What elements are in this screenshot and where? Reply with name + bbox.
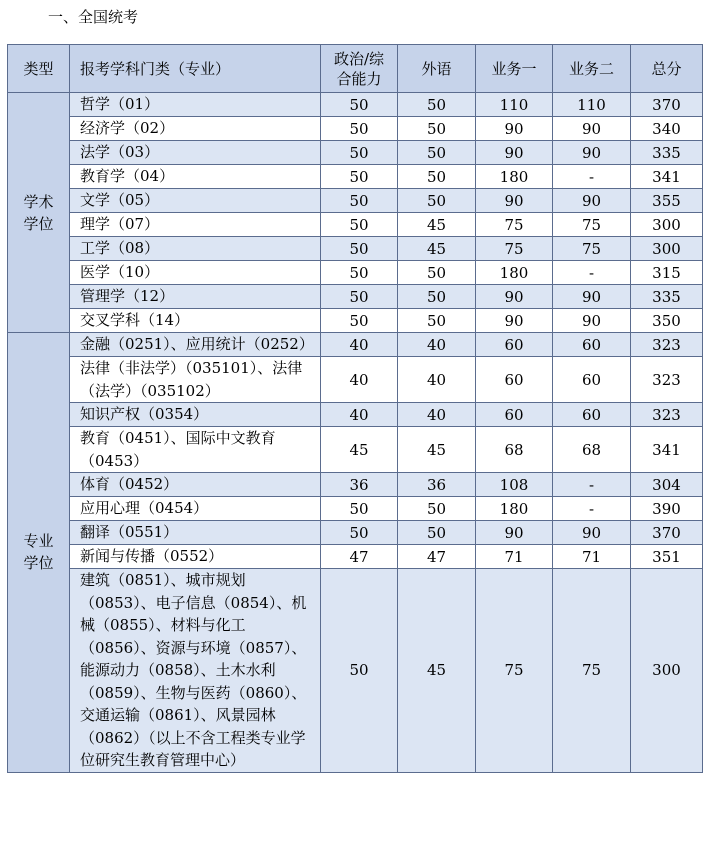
politics-cell: 50 — [321, 569, 398, 773]
course2-cell: 90 — [553, 285, 631, 309]
course1-cell: 90 — [476, 141, 553, 165]
subject-cell: 知识产权（0354） — [70, 403, 321, 427]
subject-cell: 建筑（0851）、城市规划（0853）、电子信息（0854）、机械（0855）、材料与化工（0856）、资源与环境（0857）、能源动力（0858）、土木水利（0859）、生物与医药（0860）、交通运输（0861）、风景园林（0862）（以上不含工程类专业学位研究生教育管理中心） — [70, 569, 321, 773]
course2-cell: - — [553, 497, 631, 521]
politics-cell: 50 — [321, 521, 398, 545]
header-politics-line1: 政治/综 — [333, 49, 385, 68]
subject-cell: 法学（03） — [70, 141, 321, 165]
foreign-cell: 36 — [398, 473, 476, 497]
foreign-cell: 50 — [398, 141, 476, 165]
foreign-cell: 50 — [398, 261, 476, 285]
course1-cell: 60 — [476, 403, 553, 427]
course1-cell: 75 — [476, 569, 553, 773]
total-cell: 323 — [631, 357, 703, 403]
politics-cell: 36 — [321, 473, 398, 497]
foreign-cell: 45 — [398, 569, 476, 773]
foreign-cell: 50 — [398, 497, 476, 521]
course2-cell: 90 — [553, 309, 631, 333]
foreign-cell: 50 — [398, 521, 476, 545]
header-subject: 报考学科门类（专业） — [70, 45, 321, 93]
politics-cell: 47 — [321, 545, 398, 569]
section-title: 一、全国统考 — [48, 8, 139, 26]
course1-cell: 110 — [476, 93, 553, 117]
politics-cell: 50 — [321, 189, 398, 213]
table-row — [8, 165, 703, 189]
foreign-cell: 50 — [398, 165, 476, 189]
table-row — [8, 521, 703, 545]
politics-cell: 50 — [321, 117, 398, 141]
course2-cell: 90 — [553, 117, 631, 141]
foreign-cell: 40 — [398, 403, 476, 427]
course1-cell: 108 — [476, 473, 553, 497]
course2-cell: 75 — [553, 213, 631, 237]
header-politics-line2: 合能力 — [336, 69, 382, 88]
table-row — [8, 117, 703, 141]
course1-cell: 71 — [476, 545, 553, 569]
foreign-cell: 40 — [398, 357, 476, 403]
foreign-cell: 50 — [398, 309, 476, 333]
score-table — [7, 44, 703, 773]
total-cell: 304 — [631, 473, 703, 497]
politics-cell: 50 — [321, 237, 398, 261]
subject-cell: 应用心理（0454） — [70, 497, 321, 521]
table-row — [8, 403, 703, 427]
total-cell: 341 — [631, 427, 703, 473]
foreign-cell: 47 — [398, 545, 476, 569]
foreign-cell: 50 — [398, 285, 476, 309]
table-row — [8, 213, 703, 237]
table-row — [8, 333, 703, 357]
course2-cell: 60 — [553, 357, 631, 403]
course2-cell: - — [553, 473, 631, 497]
subject-cell: 新闻与传播（0552） — [70, 545, 321, 569]
politics-cell: 40 — [321, 403, 398, 427]
subject-cell: 体育（0452） — [70, 473, 321, 497]
total-cell: 335 — [631, 141, 703, 165]
table-row — [8, 357, 703, 403]
course2-cell: 90 — [553, 141, 631, 165]
total-cell: 370 — [631, 521, 703, 545]
type-academic-line1: 学术 — [23, 192, 54, 211]
header-foreign: 外语 — [398, 45, 476, 93]
table-row — [8, 545, 703, 569]
subject-cell: 医学（10） — [70, 261, 321, 285]
politics-cell: 50 — [321, 261, 398, 285]
politics-cell: 50 — [321, 165, 398, 189]
total-cell: 355 — [631, 189, 703, 213]
foreign-cell: 45 — [398, 427, 476, 473]
subject-cell: 翻译（0551） — [70, 521, 321, 545]
politics-cell: 45 — [321, 427, 398, 473]
subject-cell: 工学（08） — [70, 237, 321, 261]
total-cell: 340 — [631, 117, 703, 141]
subject-cell: 理学（07） — [70, 213, 321, 237]
type-professional — [8, 333, 70, 773]
politics-cell: 50 — [321, 213, 398, 237]
course1-cell: 90 — [476, 521, 553, 545]
course1-cell: 60 — [476, 357, 553, 403]
foreign-cell: 50 — [398, 117, 476, 141]
course2-cell: - — [553, 261, 631, 285]
subject-cell: 管理学（12） — [70, 285, 321, 309]
course2-cell: 75 — [553, 237, 631, 261]
course1-cell: 180 — [476, 497, 553, 521]
course1-cell: 180 — [476, 261, 553, 285]
table-row — [8, 93, 703, 117]
table-row — [8, 497, 703, 521]
course2-cell: 110 — [553, 93, 631, 117]
course2-cell: 90 — [553, 521, 631, 545]
table-row — [8, 427, 703, 473]
foreign-cell: 45 — [398, 213, 476, 237]
course1-cell: 90 — [476, 117, 553, 141]
total-cell: 315 — [631, 261, 703, 285]
subject-cell: 教育（0451）、国际中文教育（0453） — [70, 427, 321, 473]
total-cell: 350 — [631, 309, 703, 333]
course2-cell: 68 — [553, 427, 631, 473]
subject-cell: 文学（05） — [70, 189, 321, 213]
course2-cell: 90 — [553, 189, 631, 213]
total-cell: 300 — [631, 237, 703, 261]
foreign-cell: 45 — [398, 237, 476, 261]
politics-cell: 40 — [321, 333, 398, 357]
header-total: 总分 — [631, 45, 703, 93]
total-cell: 300 — [631, 213, 703, 237]
table-row — [8, 261, 703, 285]
course1-cell: 75 — [476, 237, 553, 261]
course1-cell: 90 — [476, 285, 553, 309]
total-cell: 323 — [631, 403, 703, 427]
subject-cell: 法律（非法学）（035101）、法律（法学）（035102） — [70, 357, 321, 403]
type-academic — [8, 93, 70, 333]
foreign-cell: 40 — [398, 333, 476, 357]
table-row — [8, 473, 703, 497]
type-academic-line2: 学位 — [23, 214, 54, 233]
politics-cell: 40 — [321, 357, 398, 403]
header-row — [8, 45, 703, 93]
politics-cell: 50 — [321, 285, 398, 309]
course2-cell: 60 — [553, 333, 631, 357]
header-course1: 业务一 — [476, 45, 553, 93]
course1-cell: 180 — [476, 165, 553, 189]
table-row — [8, 141, 703, 165]
foreign-cell: 50 — [398, 189, 476, 213]
table-row — [8, 569, 703, 773]
table-row — [8, 237, 703, 261]
course1-cell: 90 — [476, 189, 553, 213]
subject-cell: 哲学（01） — [70, 93, 321, 117]
table-row — [8, 189, 703, 213]
type-professional-line1: 专业 — [23, 532, 54, 551]
course2-cell: 75 — [553, 569, 631, 773]
total-cell: 300 — [631, 569, 703, 773]
subject-cell: 金融（0251）、应用统计（0252） — [70, 333, 321, 357]
subject-cell: 教育学（04） — [70, 165, 321, 189]
total-cell: 351 — [631, 545, 703, 569]
header-type: 类型 — [8, 45, 70, 93]
course1-cell: 68 — [476, 427, 553, 473]
course1-cell: 90 — [476, 309, 553, 333]
table-row — [8, 309, 703, 333]
total-cell: 323 — [631, 333, 703, 357]
politics-cell: 50 — [321, 497, 398, 521]
header-politics — [321, 45, 398, 93]
course2-cell: 71 — [553, 545, 631, 569]
politics-cell: 50 — [321, 141, 398, 165]
total-cell: 341 — [631, 165, 703, 189]
total-cell: 390 — [631, 497, 703, 521]
course1-cell: 75 — [476, 213, 553, 237]
total-cell: 370 — [631, 93, 703, 117]
course2-cell: - — [553, 165, 631, 189]
politics-cell: 50 — [321, 309, 398, 333]
subject-cell: 经济学（02） — [70, 117, 321, 141]
politics-cell: 50 — [321, 93, 398, 117]
type-professional-line2: 学位 — [23, 554, 54, 573]
total-cell: 335 — [631, 285, 703, 309]
foreign-cell: 50 — [398, 93, 476, 117]
table-row — [8, 285, 703, 309]
course2-cell: 60 — [553, 403, 631, 427]
course1-cell: 60 — [476, 333, 553, 357]
header-course2: 业务二 — [553, 45, 631, 93]
subject-cell: 交叉学科（14） — [70, 309, 321, 333]
